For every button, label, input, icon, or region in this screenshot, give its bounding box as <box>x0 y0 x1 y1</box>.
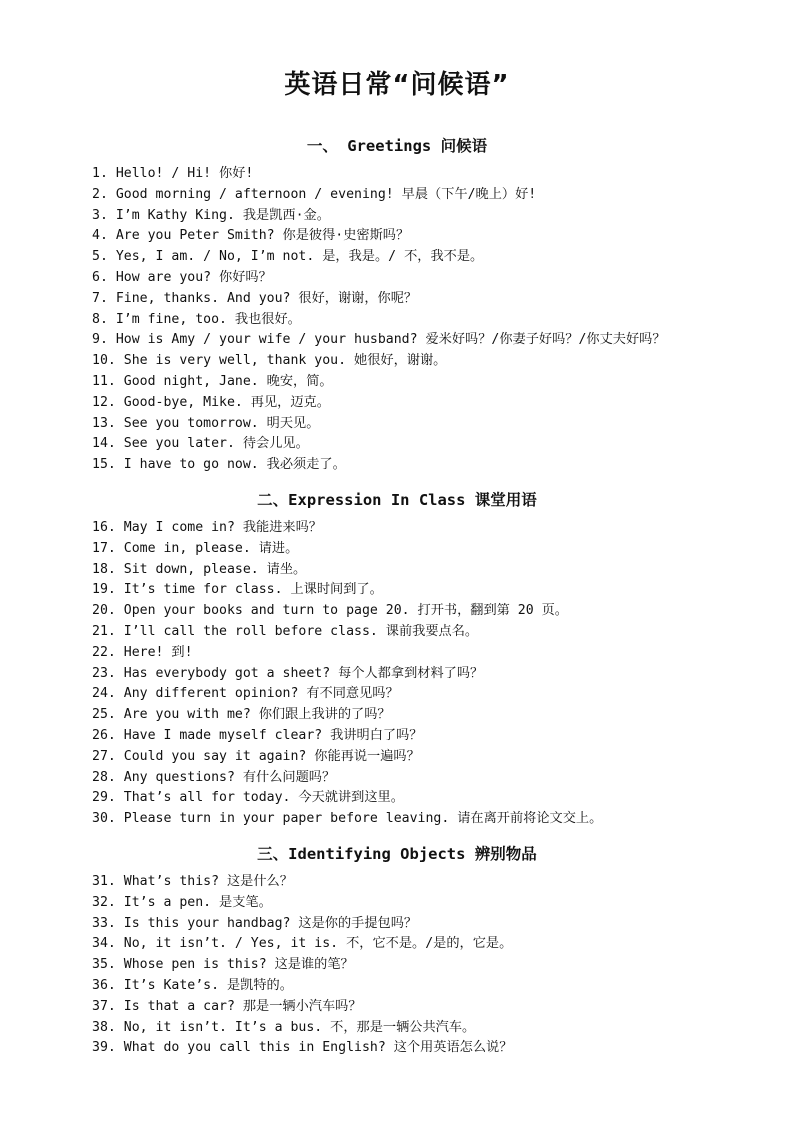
identifying-objects-list <box>92 872 512 1059</box>
list-item: 20. Open your books and turn to page 20. 打开书，翻到第 20 页。 <box>92 603 568 619</box>
list-item: 33. Is this your handbag? 这是你的手提包吗？ <box>92 915 418 931</box>
list-item: 9. How is Amy / your wife / your husband? 爱米好吗？/你妻子好吗？/你丈夫好吗？ <box>92 332 666 348</box>
list-item: 31. What’s this? 这是什么？ <box>92 874 293 889</box>
list-item: 12. Good-bye, Mike. 再见，迈克。 <box>92 394 330 410</box>
list-item: 11. Good night, Jane. 晚安，简。 <box>92 373 333 389</box>
list-item: 26. Have I made myself clear? 我讲明白了吗？ <box>92 727 423 743</box>
list-item: 27. Could you say it again? 你能再说一遍吗？ <box>92 748 420 764</box>
expression-in-class-list <box>92 518 602 830</box>
list-item: 2. Good morning / afternoon / evening! 早晨（下午/晚上）好! <box>92 186 537 202</box>
list-item: 21. I’ll call the roll before class. 课前我要点名。 <box>92 623 479 639</box>
list-item: 1. Hello! / Hi! 你好! <box>92 166 254 181</box>
section-heading-identifying-objects: 三、Identifying Objects 辨别物品 <box>257 845 537 863</box>
list-item: 32. It’s a pen. 是支笔。 <box>92 894 272 910</box>
section-heading-expression-in-class: 二、Expression In Class 课堂用语 <box>257 491 537 509</box>
list-item: 28. Any questions? 有什么问题吗？ <box>92 769 336 785</box>
list-item: 5. Yes, I am. / No, I’m not. 是，我是。/ 不，我不是。 <box>92 249 484 265</box>
list-item: 38. No, it isn’t. It’s a bus. 不，那是一辆公共汽车。 <box>92 1019 476 1035</box>
list-item: 7. Fine, thanks. And you? 很好，谢谢，你呢？ <box>92 290 418 306</box>
list-item: 18. Sit down, please. 请坐。 <box>92 561 307 577</box>
list-item: 36. It’s Kate’s. 是凯特的。 <box>92 977 293 993</box>
list-item: 3. I’m Kathy King. 我是凯西·金。 <box>92 207 330 223</box>
list-item: 17. Come in, please. 请进。 <box>92 540 299 556</box>
list-item: 29. That’s all for today. 今天就讲到这里。 <box>92 790 404 806</box>
list-item: 8. I’m fine, too. 我也很好。 <box>92 311 301 327</box>
list-item: 37. Is that a car? 那是一辆小汽车吗？ <box>92 998 362 1014</box>
list-item: 34. No, it isn’t. / Yes, it is. 不，它不是。/是的，它是。 <box>92 936 513 952</box>
list-item: 14. See you later. 待会儿见。 <box>92 436 309 452</box>
list-item: 16. May I come in? 我能进来吗？ <box>92 520 322 535</box>
list-item: 22. Here! 到! <box>92 644 193 660</box>
list-item: 25. Are you with me? 你们跟上我讲的了吗？ <box>92 707 391 723</box>
list-item: 13. See you tomorrow. 明天见。 <box>92 415 320 431</box>
list-item: 6. How are you? 你好吗？ <box>92 269 272 285</box>
greetings-list <box>92 164 666 476</box>
list-item: 30. Please turn in your paper before leaving. 请在离开前将论文交上。 <box>92 811 603 827</box>
list-item: 19. It’s time for class. 上课时间到了。 <box>92 582 383 598</box>
section-heading-greetings: 一、 Greetings 问候语 <box>306 137 488 155</box>
list-item: 4. Are you Peter Smith? 你是彼得·史密斯吗？ <box>92 228 410 244</box>
list-item: 35. Whose pen is this? 这是谁的笔？ <box>92 957 354 973</box>
list-item: 10. She is very well, thank you. 她很好，谢谢。 <box>92 353 447 369</box>
document-title: 英语日常“问候语” <box>284 70 510 100</box>
list-item: 39. What do you call this in English? 这个用英语怎么说？ <box>92 1040 513 1056</box>
list-item: 24. Any different opinion? 有不同意见吗？ <box>92 686 399 702</box>
list-item: 15. I have to go now. 我必须走了。 <box>92 457 346 473</box>
list-item: 23. Has everybody got a sheet? 每个人都拿到材料了吗？ <box>92 665 484 681</box>
